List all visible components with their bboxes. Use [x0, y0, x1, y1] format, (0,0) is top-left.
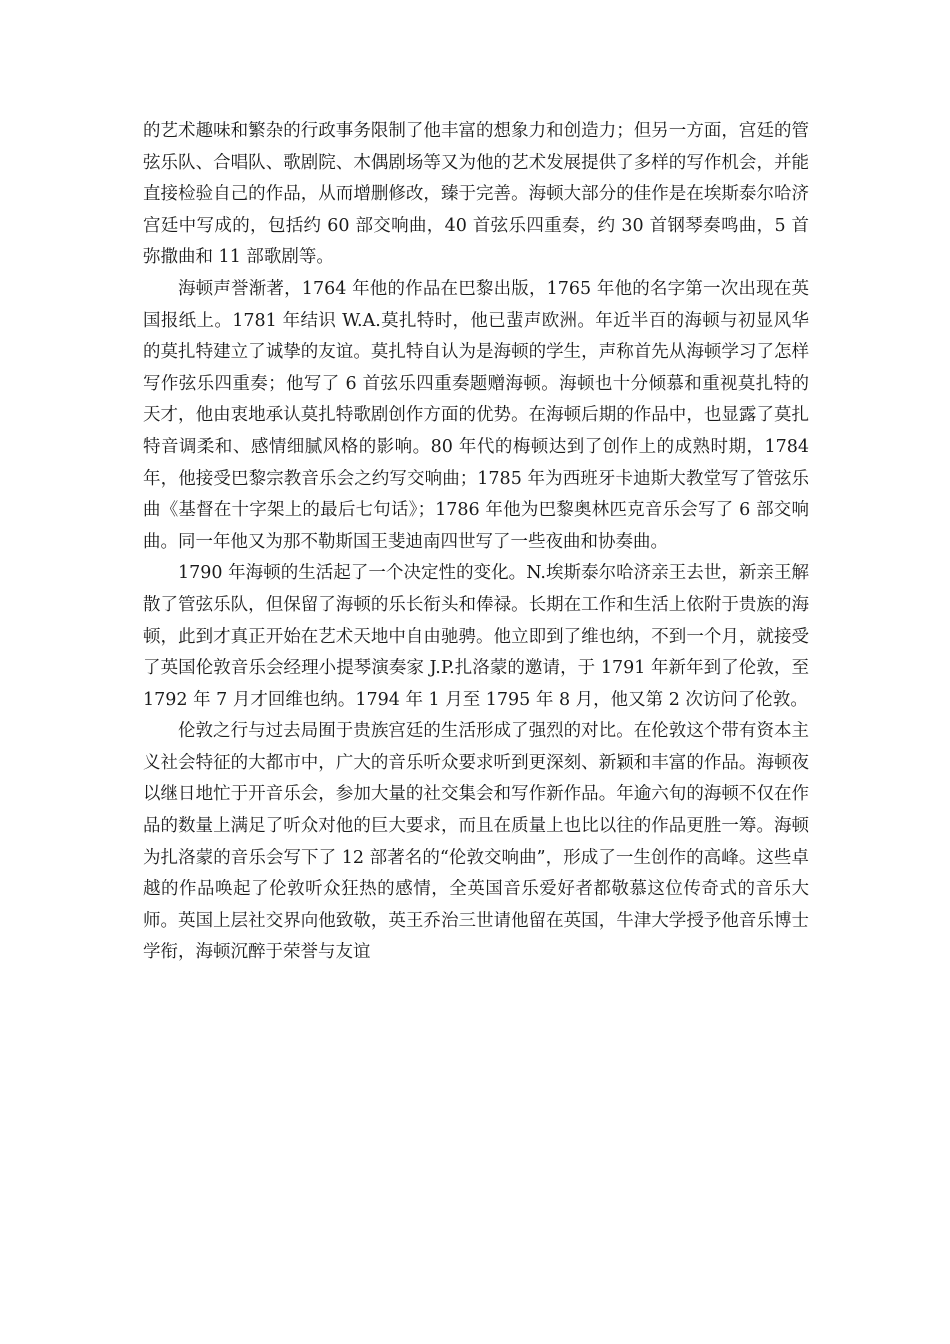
paragraph-2: 海顿声誉渐著，1764 年他的作品在巴黎出版，1765 年他的名字第一次出现在英国报纸上。1781 年结识 W.A.莫扎特时，他已蜚声欧洲。年近半百的海顿与初显风华的莫扎特建立了诚挚的友谊。莫扎特自认为是海顿的学生，声称首先从海顿学习了怎样写作弦乐四重奏；他写了 6 首弦乐四重奏题赠海顿。海顿也十分倾慕和重视莫扎特的天才，他由衷地承认莫扎特歌剧创作方面的优势。在海顿后期的作品中，也显露了莫扎特音调柔和、感情细腻风格的影响。80 年代的梅顿达到了创作上的成熟时期，1784 年，他接受巴黎宗教音乐会之约写交响曲；1785 年为西班牙卡迪斯大教堂写了管弦乐曲《基督在十字架上的最后七句话》；1786 年他为巴黎奥林匹克音乐会写了 6 部交响曲。同一年他又为那不勒斯国王斐迪南四世写了一些夜曲和协奏曲。	[143, 278, 809, 552]
paragraph-1: 的艺术趣味和繁杂的行政事务限制了他丰富的想象力和创造力；但另一方面，宫廷的管弦乐队、合唱队、歌剧院、木偶剧场等又为他的艺术发展提供了多样的写作机会，并能直接检验自己的作品，从而增删修改，臻于完善。海顿大部分的佳作是在埃斯泰尔哈济宫廷中写成的，包括约 60 部交响曲，40 首弦乐四重奏，约 30 首钢琴奏鸣曲，5 首弥撒曲和 11 部歌剧等。	[143, 121, 809, 268]
body-text	[143, 116, 809, 969]
paragraph-3: 1790 年海顿的生活起了一个决定性的变化。N.埃斯泰尔哈济亲王去世，新亲王解散了管弦乐队，但保留了海顿的乐长衔头和俸禄。长期在工作和生活上依附于贵族的海顿，此到才真正开始在艺术天地中自由驰骋。他立即到了维也纳，不到一个月，就接受了英国伦敦音乐会经理小提琴演奏家 J.P.扎洛蒙的邀请，于 1791 年新年到了伦敦，至 1792 年 7 月才回维也纳。1794 年 1 月至 1795 年 8 月，他又第 2 次访问了伦敦。	[143, 563, 809, 710]
paragraph-4: 伦敦之行与过去局囿于贵族宫廷的生活形成了强烈的对比。在伦敦这个带有资本主义社会特征的大都市中，广大的音乐听众要求听到更深刻、新颖和丰富的作品。海顿夜以继日地忙于开音乐会，参加大量的社交集会和写作新作品。年逾六旬的海顿不仅在作品的数量上满足了听众对他的巨大要求，而且在质量上也比以往的作品更胜一筹。海顿为扎洛蒙的音乐会写下了 12 部著名的“伦敦交响曲”，形成了一生创作的高峰。这些卓越的作品唤起了伦敦听众狂热的感情，全英国音乐爱好者都敬慕这位传奇式的音乐大师。英国上层社交界向他致敬，英王乔治三世请他留在英国，牛津大学授予他音乐博士学衔，海顿沉醉于荣誉与友谊	[143, 721, 809, 963]
